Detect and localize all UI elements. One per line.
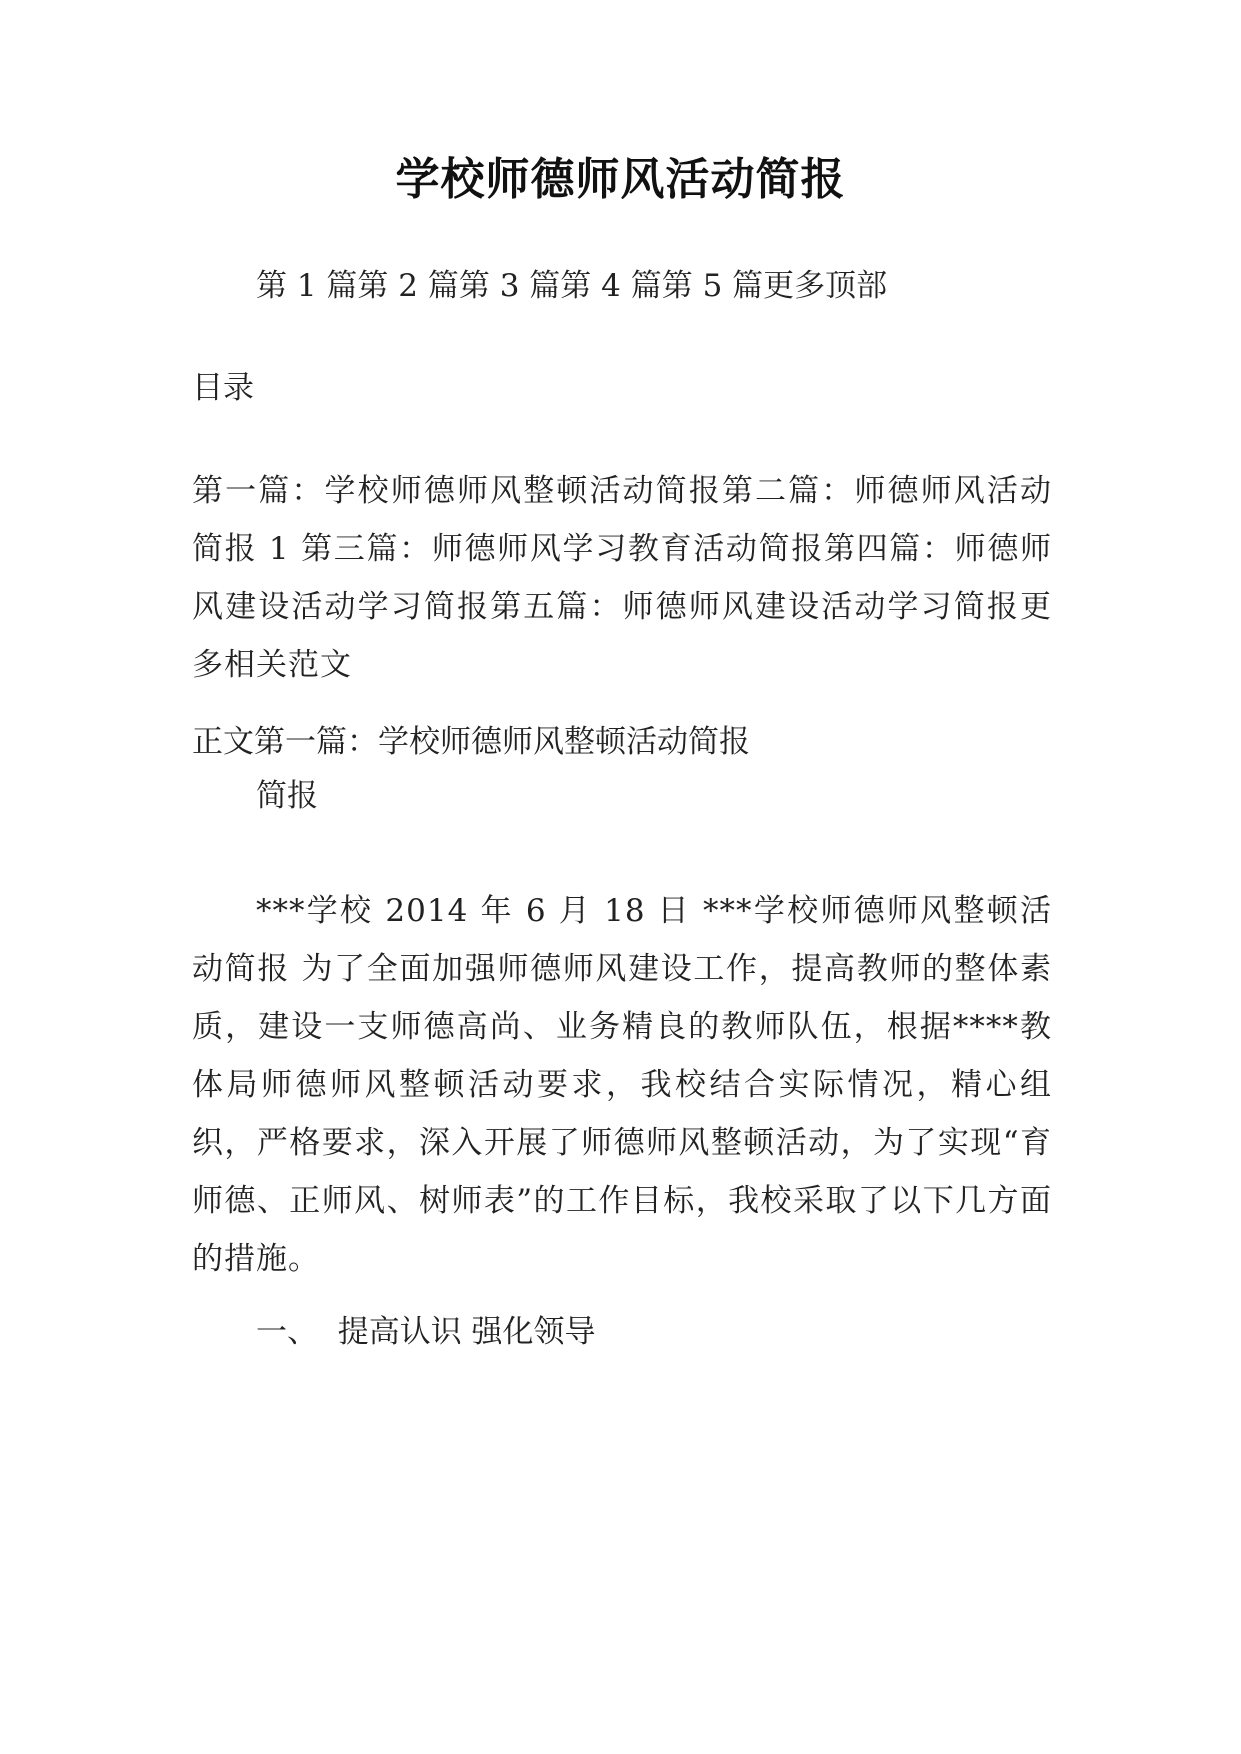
nav-line: 第 1 篇第 2 篇第 3 篇第 4 篇第 5 篇更多顶部 [256, 268, 888, 304]
sub-heading: 简报 [256, 778, 318, 814]
toc-text: 第一篇：学校师德师风整顿活动简报第二篇：师德师风活动简报 1 第三篇：师德师风学习教育活动简报第四篇：师德师风建设活动学习简报第五篇：师德师风建设活动学习简报更多相关范文 [192, 473, 1052, 683]
section-heading: 一、 提高认识 强化领导 [256, 1314, 596, 1350]
body-paragraph: ***学校 2014 年 6 月 18 日 ***学校师德师风整顿活动简报 为了全面加强师德师风建设工作，提高教师的整体素质，建设一支师德高尚、业务精良的教师队伍，根据****教体局师德师风整顿活动要求，我校结合实际情况，精心组织，严格要求，深入开展了师德师风整顿活动，为了实现“育师德、正师风、树师表”的工作目标，我校采取了以下几方面的措施。 [192, 893, 1052, 1277]
document-title: 学校师德师风活动简报 [395, 154, 846, 205]
body-heading: 正文第一篇：学校师德师风整顿活动简报 [192, 724, 750, 760]
toc-heading: 目录 [192, 370, 254, 406]
